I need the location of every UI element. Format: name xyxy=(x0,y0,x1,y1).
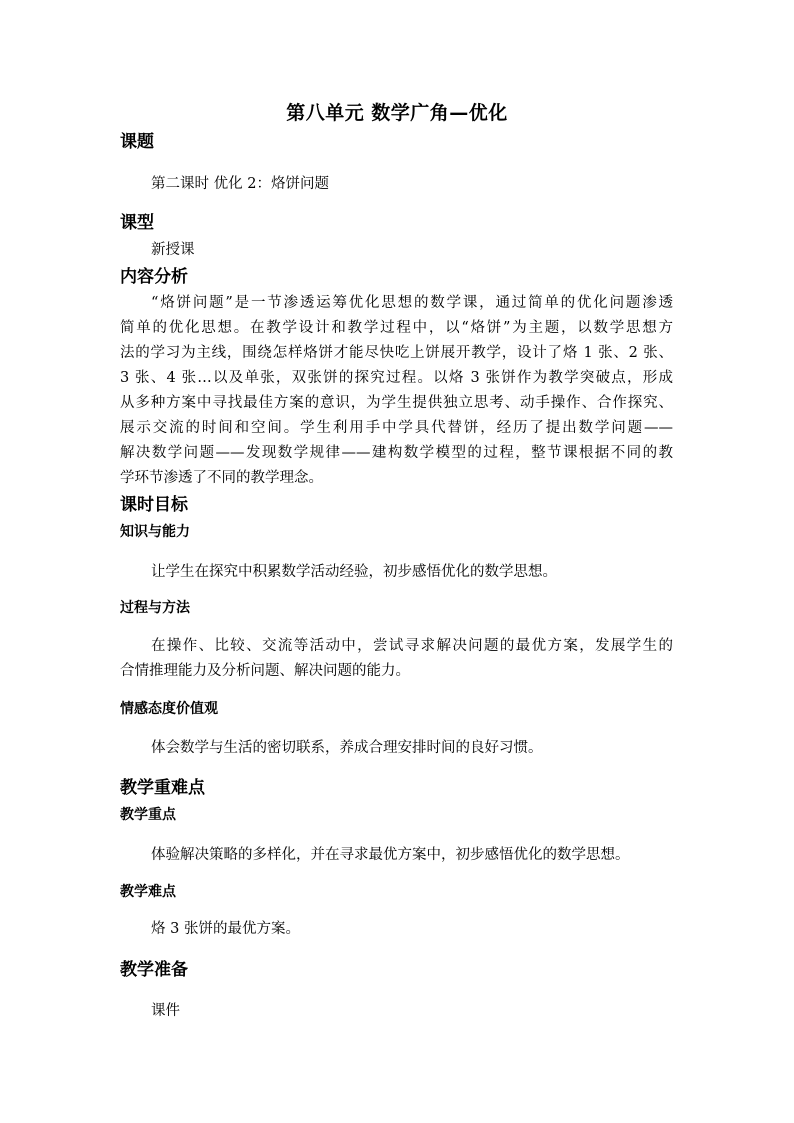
subheading-focus: 教学重点 xyxy=(120,807,176,823)
analysis-line: “烙饼问题”是一节渗透运筹优化思想的数学课，通过简单的优化问题渗透 xyxy=(151,295,673,311)
analysis-line: 3 张、4 张…以及单张，双张饼的探究过程。以烙 3 张饼作为教学突破点，形成 xyxy=(120,370,673,386)
heading-lesson-type: 课型 xyxy=(120,213,154,233)
difficulty-text: 烙 3 张饼的最优方案。 xyxy=(151,921,300,937)
subheading-process: 过程与方法 xyxy=(120,600,190,616)
process-line: 在操作、比较、交流等活动中，尝试寻求解决问题的最优方案，发展学生的 xyxy=(151,638,673,654)
analysis-line: 法的学习为主线，围绕怎样烙饼才能尽快吃上饼展开教学，设计了烙 1 张、2 张、 xyxy=(120,345,673,361)
heading-topic: 课题 xyxy=(120,132,154,152)
emotion-text: 体会数学与生活的密切联系，养成合理安排时间的良好习惯。 xyxy=(151,740,543,756)
analysis-line: 解决数学问题——发现数学规律——建构数学模型的过程，整节课根据不同的教 xyxy=(120,445,673,461)
heading-preparation: 教学准备 xyxy=(120,960,188,980)
heading-objectives: 课时目标 xyxy=(120,495,188,515)
heading-key-points: 教学重难点 xyxy=(120,778,205,798)
process-line: 合情推理能力及分析问题、解决问题的能力。 xyxy=(120,663,410,679)
analysis-line: 学环节渗透了不同的教学理念。 xyxy=(120,470,323,486)
document-title: 第八单元 数学广角—优化 xyxy=(286,102,508,124)
subheading-difficulty: 教学难点 xyxy=(120,884,176,900)
subheading-emotion: 情感态度价值观 xyxy=(120,701,218,717)
knowledge-text: 让学生在探究中积累数学活动经验，初步感悟优化的数学思想。 xyxy=(151,564,557,580)
analysis-line: 从多种方案中寻找最佳方案的意识，为学生提供独立思考、动手操作、合作探究、 xyxy=(120,395,673,411)
analysis-line: 展示交流的时间和空间。学生利用手中学具代替饼，经历了提出数学问题—— xyxy=(120,420,673,436)
topic-text: 第二课时 优化 2：烙饼问题 xyxy=(151,176,329,192)
heading-content-analysis: 内容分析 xyxy=(120,267,188,287)
lesson-type-text: 新授课 xyxy=(151,242,195,258)
analysis-line: 简单的优化思想。在教学设计和教学过程中，以“烙饼”为主题，以数学思想方 xyxy=(120,320,673,336)
focus-text: 体验解决策略的多样化，并在寻求最优方案中，初步感悟优化的数学思想。 xyxy=(151,847,630,863)
subheading-knowledge: 知识与能力 xyxy=(120,524,190,540)
preparation-text: 课件 xyxy=(151,1003,180,1019)
